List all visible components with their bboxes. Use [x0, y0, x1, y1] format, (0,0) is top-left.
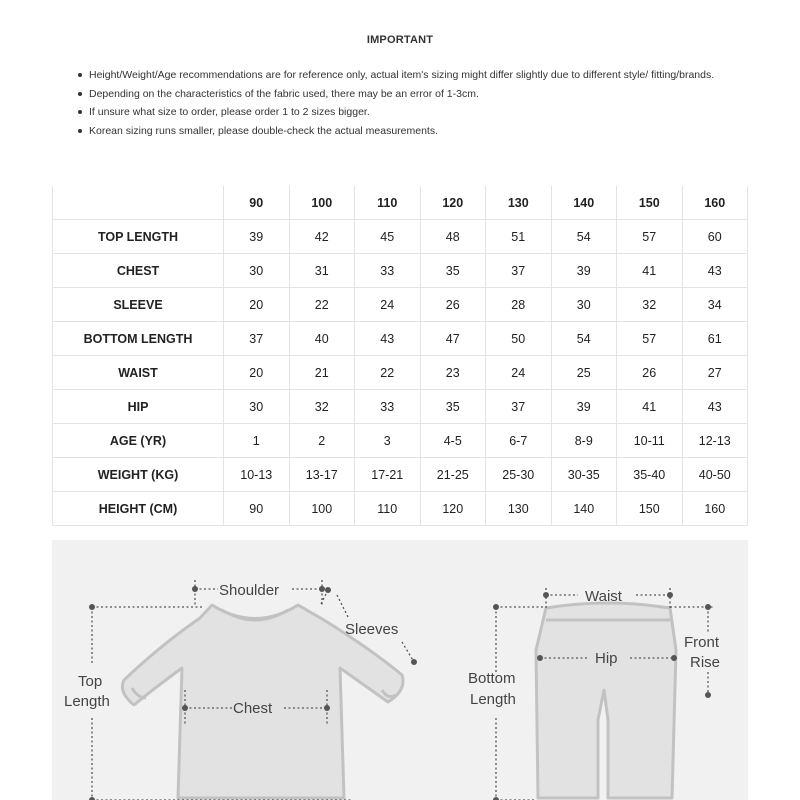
- measurement-value: 51: [486, 220, 552, 254]
- measurement-label: HIP: [53, 390, 224, 424]
- measurement-value: 34: [682, 288, 748, 322]
- measurement-illustration: [52, 540, 748, 800]
- size-header-row: [53, 186, 748, 220]
- waist-label: Waist: [585, 588, 622, 605]
- measurement-value: 21-25: [420, 458, 486, 492]
- measurement-value: 25: [551, 356, 617, 390]
- measurement-value: 22: [355, 356, 421, 390]
- bottom-length-label-line1: Bottom: [468, 670, 516, 687]
- measurement-label: CHEST: [53, 254, 224, 288]
- size-header: 90: [224, 186, 290, 220]
- measurement-value: 26: [420, 288, 486, 322]
- measurement-value: 43: [682, 254, 748, 288]
- measurement-value: 39: [224, 220, 290, 254]
- important-title: IMPORTANT: [366, 34, 434, 46]
- measurement-value: 54: [551, 322, 617, 356]
- bottom-length-label-line2: Length: [470, 691, 516, 708]
- measurement-value: 1: [224, 424, 290, 458]
- measurement-value: 24: [355, 288, 421, 322]
- measurement-value: 37: [224, 322, 290, 356]
- measurement-value: 39: [551, 254, 617, 288]
- measurement-value: 31: [289, 254, 355, 288]
- measurement-value: 20: [224, 356, 290, 390]
- table-row: [53, 254, 748, 288]
- measurement-value: 43: [355, 322, 421, 356]
- measurement-value: 57: [617, 220, 683, 254]
- measurement-label: TOP LENGTH: [53, 220, 224, 254]
- measurement-value: 57: [617, 322, 683, 356]
- measurement-value: 60: [682, 220, 748, 254]
- measurement-value: 39: [551, 390, 617, 424]
- measurement-value: 30: [224, 254, 290, 288]
- size-header: 130: [486, 186, 552, 220]
- front-rise-label-line2: Rise: [690, 654, 721, 671]
- measurement-value: 13-17: [289, 458, 355, 492]
- measurement-value: 33: [355, 390, 421, 424]
- measurement-value: 30: [551, 288, 617, 322]
- note-item: If unsure what size to order, please order 1 to 2 sizes bigger.: [78, 103, 738, 122]
- measurement-value: 160: [682, 492, 748, 526]
- table-row: [53, 356, 748, 390]
- measurement-value: 47: [420, 322, 486, 356]
- measurement-value: 30: [224, 390, 290, 424]
- measurement-value: 23: [420, 356, 486, 390]
- sleeves-label: Sleeves: [345, 621, 399, 638]
- measurement-value: 35-40: [617, 458, 683, 492]
- measurement-value: 50: [486, 322, 552, 356]
- note-item: Depending on the characteristics of the fabric used, there may be an error of 1-3cm.: [78, 85, 738, 104]
- table-row: [53, 220, 748, 254]
- measurement-value: 6-7: [486, 424, 552, 458]
- measurement-value: 90: [224, 492, 290, 526]
- measurement-value: 26: [617, 356, 683, 390]
- measurement-value: 130: [486, 492, 552, 526]
- measurement-value: 2: [289, 424, 355, 458]
- chest-label: Chest: [233, 700, 273, 717]
- measurement-value: 45: [355, 220, 421, 254]
- measurement-value: 12-13: [682, 424, 748, 458]
- measurement-value: 42: [289, 220, 355, 254]
- notes-list: [78, 66, 738, 140]
- measurement-value: 28: [486, 288, 552, 322]
- pants-shape: [536, 603, 676, 798]
- top-length-label-line2: Length: [64, 693, 110, 710]
- measurement-value: 21: [289, 356, 355, 390]
- measurement-value: 43: [682, 390, 748, 424]
- size-header: 140: [551, 186, 617, 220]
- measurement-value: 24: [486, 356, 552, 390]
- measurement-value: 27: [682, 356, 748, 390]
- measurement-label: HEIGHT (CM): [53, 492, 224, 526]
- measurement-value: 61: [682, 322, 748, 356]
- measurement-value: 37: [486, 390, 552, 424]
- hip-label: Hip: [595, 650, 618, 667]
- measurement-value: 150: [617, 492, 683, 526]
- measurement-label: BOTTOM LENGTH: [53, 322, 224, 356]
- measurement-value: 120: [420, 492, 486, 526]
- measurement-label: WEIGHT (KG): [53, 458, 224, 492]
- measurement-label: SLEEVE: [53, 288, 224, 322]
- measurement-value: 17-21: [355, 458, 421, 492]
- measurement-value: 41: [617, 390, 683, 424]
- measurement-value: 10-11: [617, 424, 683, 458]
- note-item: Height/Weight/Age recommendations are for reference only, actual item's sizing might differ slightly due to different style/ fitting/brands.: [78, 66, 738, 85]
- size-header: 160: [682, 186, 748, 220]
- table-row: [53, 322, 748, 356]
- measurement-value: 30-35: [551, 458, 617, 492]
- measurement-value: 4-5: [420, 424, 486, 458]
- top-length-label-line1: Top: [78, 673, 103, 690]
- size-chart-table: [52, 186, 748, 526]
- corner-cell: [53, 186, 224, 220]
- size-header: 100: [289, 186, 355, 220]
- measurement-value: 22: [289, 288, 355, 322]
- measurement-value: 3: [355, 424, 421, 458]
- measurement-value: 35: [420, 390, 486, 424]
- front-rise-label-line1: Front: [684, 634, 720, 651]
- measurement-value: 100: [289, 492, 355, 526]
- table-row: [53, 458, 748, 492]
- measurement-value: 25-30: [486, 458, 552, 492]
- size-header: 120: [420, 186, 486, 220]
- note-item: Korean sizing runs smaller, please double-check the actual measurements.: [78, 122, 738, 141]
- measurement-value: 33: [355, 254, 421, 288]
- measurement-value: 110: [355, 492, 421, 526]
- table-row: [53, 390, 748, 424]
- measurement-value: 10-13: [224, 458, 290, 492]
- measurement-value: 140: [551, 492, 617, 526]
- measurement-value: 48: [420, 220, 486, 254]
- measurement-label: AGE (YR): [53, 424, 224, 458]
- measurement-value: 20: [224, 288, 290, 322]
- table-row: [53, 424, 748, 458]
- measurement-value: 37: [486, 254, 552, 288]
- measurement-value: 41: [617, 254, 683, 288]
- measurement-value: 8-9: [551, 424, 617, 458]
- measurement-value: 32: [289, 390, 355, 424]
- size-header: 150: [617, 186, 683, 220]
- measurement-value: 32: [617, 288, 683, 322]
- measurement-value: 40: [289, 322, 355, 356]
- size-header: 110: [355, 186, 421, 220]
- table-row: [53, 288, 748, 322]
- measurement-value: 40-50: [682, 458, 748, 492]
- measurement-value: 35: [420, 254, 486, 288]
- measurement-diagram: [52, 540, 748, 800]
- table-row: [53, 492, 748, 526]
- measurement-value: 54: [551, 220, 617, 254]
- shoulder-label: Shoulder: [219, 582, 280, 599]
- measurement-label: WAIST: [53, 356, 224, 390]
